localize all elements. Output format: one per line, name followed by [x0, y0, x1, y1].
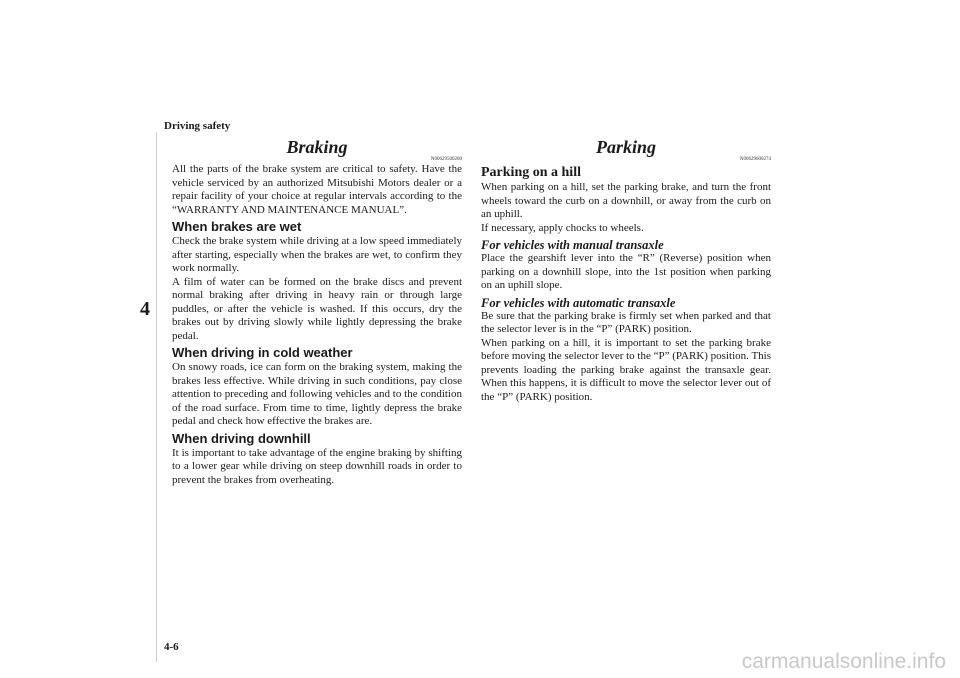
- chapter-rule: [156, 132, 157, 662]
- right-column: [481, 137, 771, 404]
- heading-manual-transaxle: For vehicles with manual transaxle: [481, 238, 664, 252]
- paragraph: A film of water can be formed on the brake discs and prevent normal braking after driving in heavy rain or through large puddles, or after the vehicle is washed. If this occurs, dry the brakes out by driving slowly while lightly depressing the brake pedal.: [172, 275, 462, 342]
- chapter-number: 4: [140, 298, 150, 320]
- heading-parking-hill: Parking on a hill: [481, 165, 581, 180]
- paragraph: Check the brake system while driving at a low speed immediately after starting, especially when the brakes are wet, to confirm they work normally.: [172, 235, 462, 274]
- heading-automatic-transaxle: For vehicles with automatic transaxle: [481, 295, 676, 310]
- left-column: [172, 137, 462, 487]
- heading-downhill: When driving downhill: [172, 430, 311, 446]
- section-title-braking: Braking: [286, 137, 348, 157]
- paragraph: It is important to take advantage of the engine braking by shifting to a lower gear while driving on steep downhill roads in order to prevent the brakes from overheating.: [172, 446, 462, 486]
- page-number: 4-6: [164, 641, 179, 653]
- paragraph: Place the gearshift lever into the “R” (Reverse) position when parking on a downhill slope, into the 1st position when parking on an uphill slope.: [481, 252, 771, 291]
- watermark: carmanualsonline.info: [741, 650, 946, 673]
- paragraph: If necessary, apply chocks to wheels.: [481, 221, 644, 234]
- section-code: N00629600274: [739, 157, 771, 162]
- section-code: N00629500260: [430, 157, 462, 162]
- paragraph: On snowy roads, ice can form on the braking system, making the brakes less effective. While driving in such conditions, pay close attention to preceding and following vehicles and to the condition of the road surface. From time to time, lightly depress the brake pedal and check how effective the brakes are.: [172, 361, 462, 427]
- paragraph: When parking on a hill, set the parking brake, and turn the front wheels toward the curb on a downhill, or away from the curb on an uphill.: [481, 181, 771, 220]
- paragraph: Be sure that the parking brake is firmly set when parked and that the selector lever is in the “P” (PARK) position.: [481, 309, 771, 335]
- braking-title-row: [172, 137, 462, 163]
- running-header: Driving safety: [164, 120, 231, 132]
- parking-title-row: [481, 137, 771, 163]
- section-title-parking: Parking: [595, 137, 656, 157]
- heading-cold-weather: When driving in cold weather: [172, 345, 353, 360]
- heading-brakes-wet: When brakes are wet: [172, 219, 302, 234]
- paragraph: When parking on a hill, it is important to set the parking brake before moving the selector lever to the “P” (PARK) position. This prevents loading the parking brake against the transaxle gear. When this happens, it is difficult to move the selector lever out of the “P” (PARK) position.: [481, 336, 771, 403]
- braking-intro: All the parts of the brake system are critical to safety. Have the vehicle serviced by an authorized Mitsubishi Motors dealer or a repair facility of your choice at regular intervals according to the “WARRANTY AND MAINTENANCE MANUAL”.: [172, 163, 462, 216]
